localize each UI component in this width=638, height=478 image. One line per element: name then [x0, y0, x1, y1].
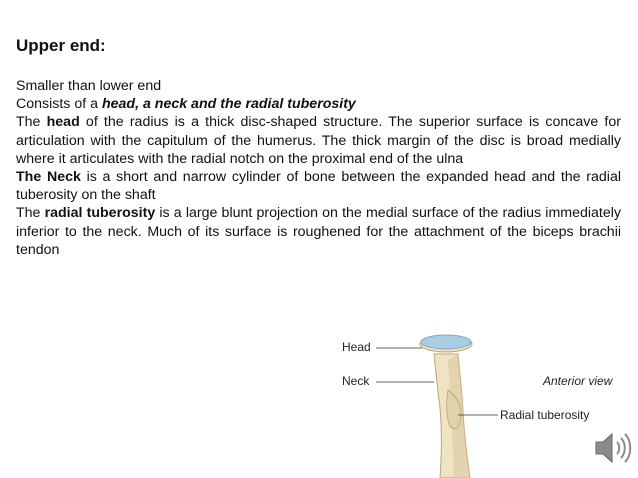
slide-body [16, 77, 621, 259]
label-anterior-view: Anterior view [543, 374, 613, 388]
label-radial-tuberosity: Radial tuberosity [500, 408, 590, 422]
line-consists: Consists of a head, a neck and the radial tuberosity [16, 96, 356, 113]
label-head: Head [342, 340, 371, 354]
label-neck: Neck [342, 374, 370, 388]
slide-heading: Upper end: [16, 36, 106, 55]
speaker-icon[interactable] [592, 430, 632, 466]
para-head: The head of the radius is a thick disc-shaped structure. The superior surface is concave for articulation with the capitulum of the humerus. The thick margin of the disc is broad medially where it articulates with the radial notch on the proximal end of the ulna [16, 114, 621, 167]
radius-illustration [330, 330, 630, 478]
line-smaller: Smaller than lower end [16, 78, 162, 94]
radius-head-cartilage [421, 335, 471, 349]
radius-figure [330, 330, 630, 478]
para-tuberosity: The radial tuberosity is a large blunt projection on the medial surface of the radius immediately inferior to the neck. Much of its surface is roughened for the attachment of the biceps brachii tendon [16, 205, 621, 258]
para-neck: The Neck is a short and narrow cylinder of bone between the expanded head and the radial tuberosity on the shaft [16, 169, 621, 204]
